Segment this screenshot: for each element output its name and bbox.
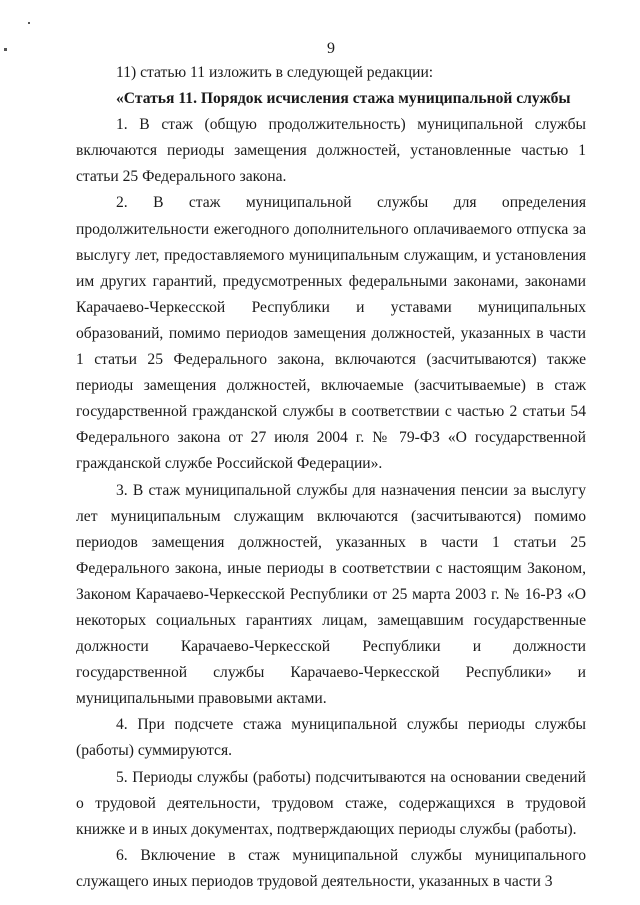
paragraph: 2. В стаж муниципальной службы для определения продолжительности ежегодного дополнительного оплачиваемого отпуска за выслугу лет, предоставляемого муниципальным служащим, и установления им других гарантий, предусмотренных федеральными законами, законами Карачаево-Черкесской Республики и уставами муниципальных образований, помимо периодов замещения должностей, указанных в части 1 статьи 25 Федерального закона, включаются (засчитываются) также периоды замещения должностей, включаемые (засчитываемые) в стаж государственной гражданской службы в соответствии с частью 2 статьи 54 Федерального закона от 27 июля 2004 г. № 79-ФЗ «О государственной гражданской службе Российской Федерации». <box>76 194 586 473</box>
paragraph: 1. В стаж (общую продолжительность) муниципальной службы включаются периоды замещения должностей, установленные частью 1 статьи 25 Федерального закона. <box>76 116 586 186</box>
scan-mark <box>28 22 30 24</box>
document-body <box>76 60 586 895</box>
intro-line: 11) статью 11 изложить в следующей редакции: <box>116 64 434 81</box>
paragraph: 4. При подсчете стажа муниципальной службы периоды службы (работы) суммируются. <box>76 716 586 760</box>
article-heading: «Статья 11. Порядок исчисления стажа муниципальной службы <box>116 90 571 108</box>
paragraph: 3. В стаж муниципальной службы для назначения пенсии за выслугу лет муниципальным служащим включаются (засчитываются) помимо периодов замещения должностей, указанных в части 1 статьи 25 Федерального закона, иные периоды в соответствии с настоящим Законом, Законом Карачаево-Черкесской Республики от 25 марта 2003 г. № 16-РЗ «О некоторых социальных гарантиях лицам, замещавшим государственные должности Карачаево-Черкесской Республики и должности государственной службы Карачаево-Черкесской Республики» и муниципальными правовыми актами. <box>76 481 586 708</box>
page-number: 9 <box>327 40 335 57</box>
paragraph: 6. Включение в стаж муниципальной службы муниципального служащего иных периодов трудовой деятельности, указанных в части 3 <box>76 846 586 890</box>
paragraph: 5. Периоды службы (работы) подсчитываются на основании сведений о трудовой деятельности, трудовом стаже, содержащихся в трудовой книжке и в иных документах, подтверждающих периоды службы (работы). <box>76 768 586 838</box>
